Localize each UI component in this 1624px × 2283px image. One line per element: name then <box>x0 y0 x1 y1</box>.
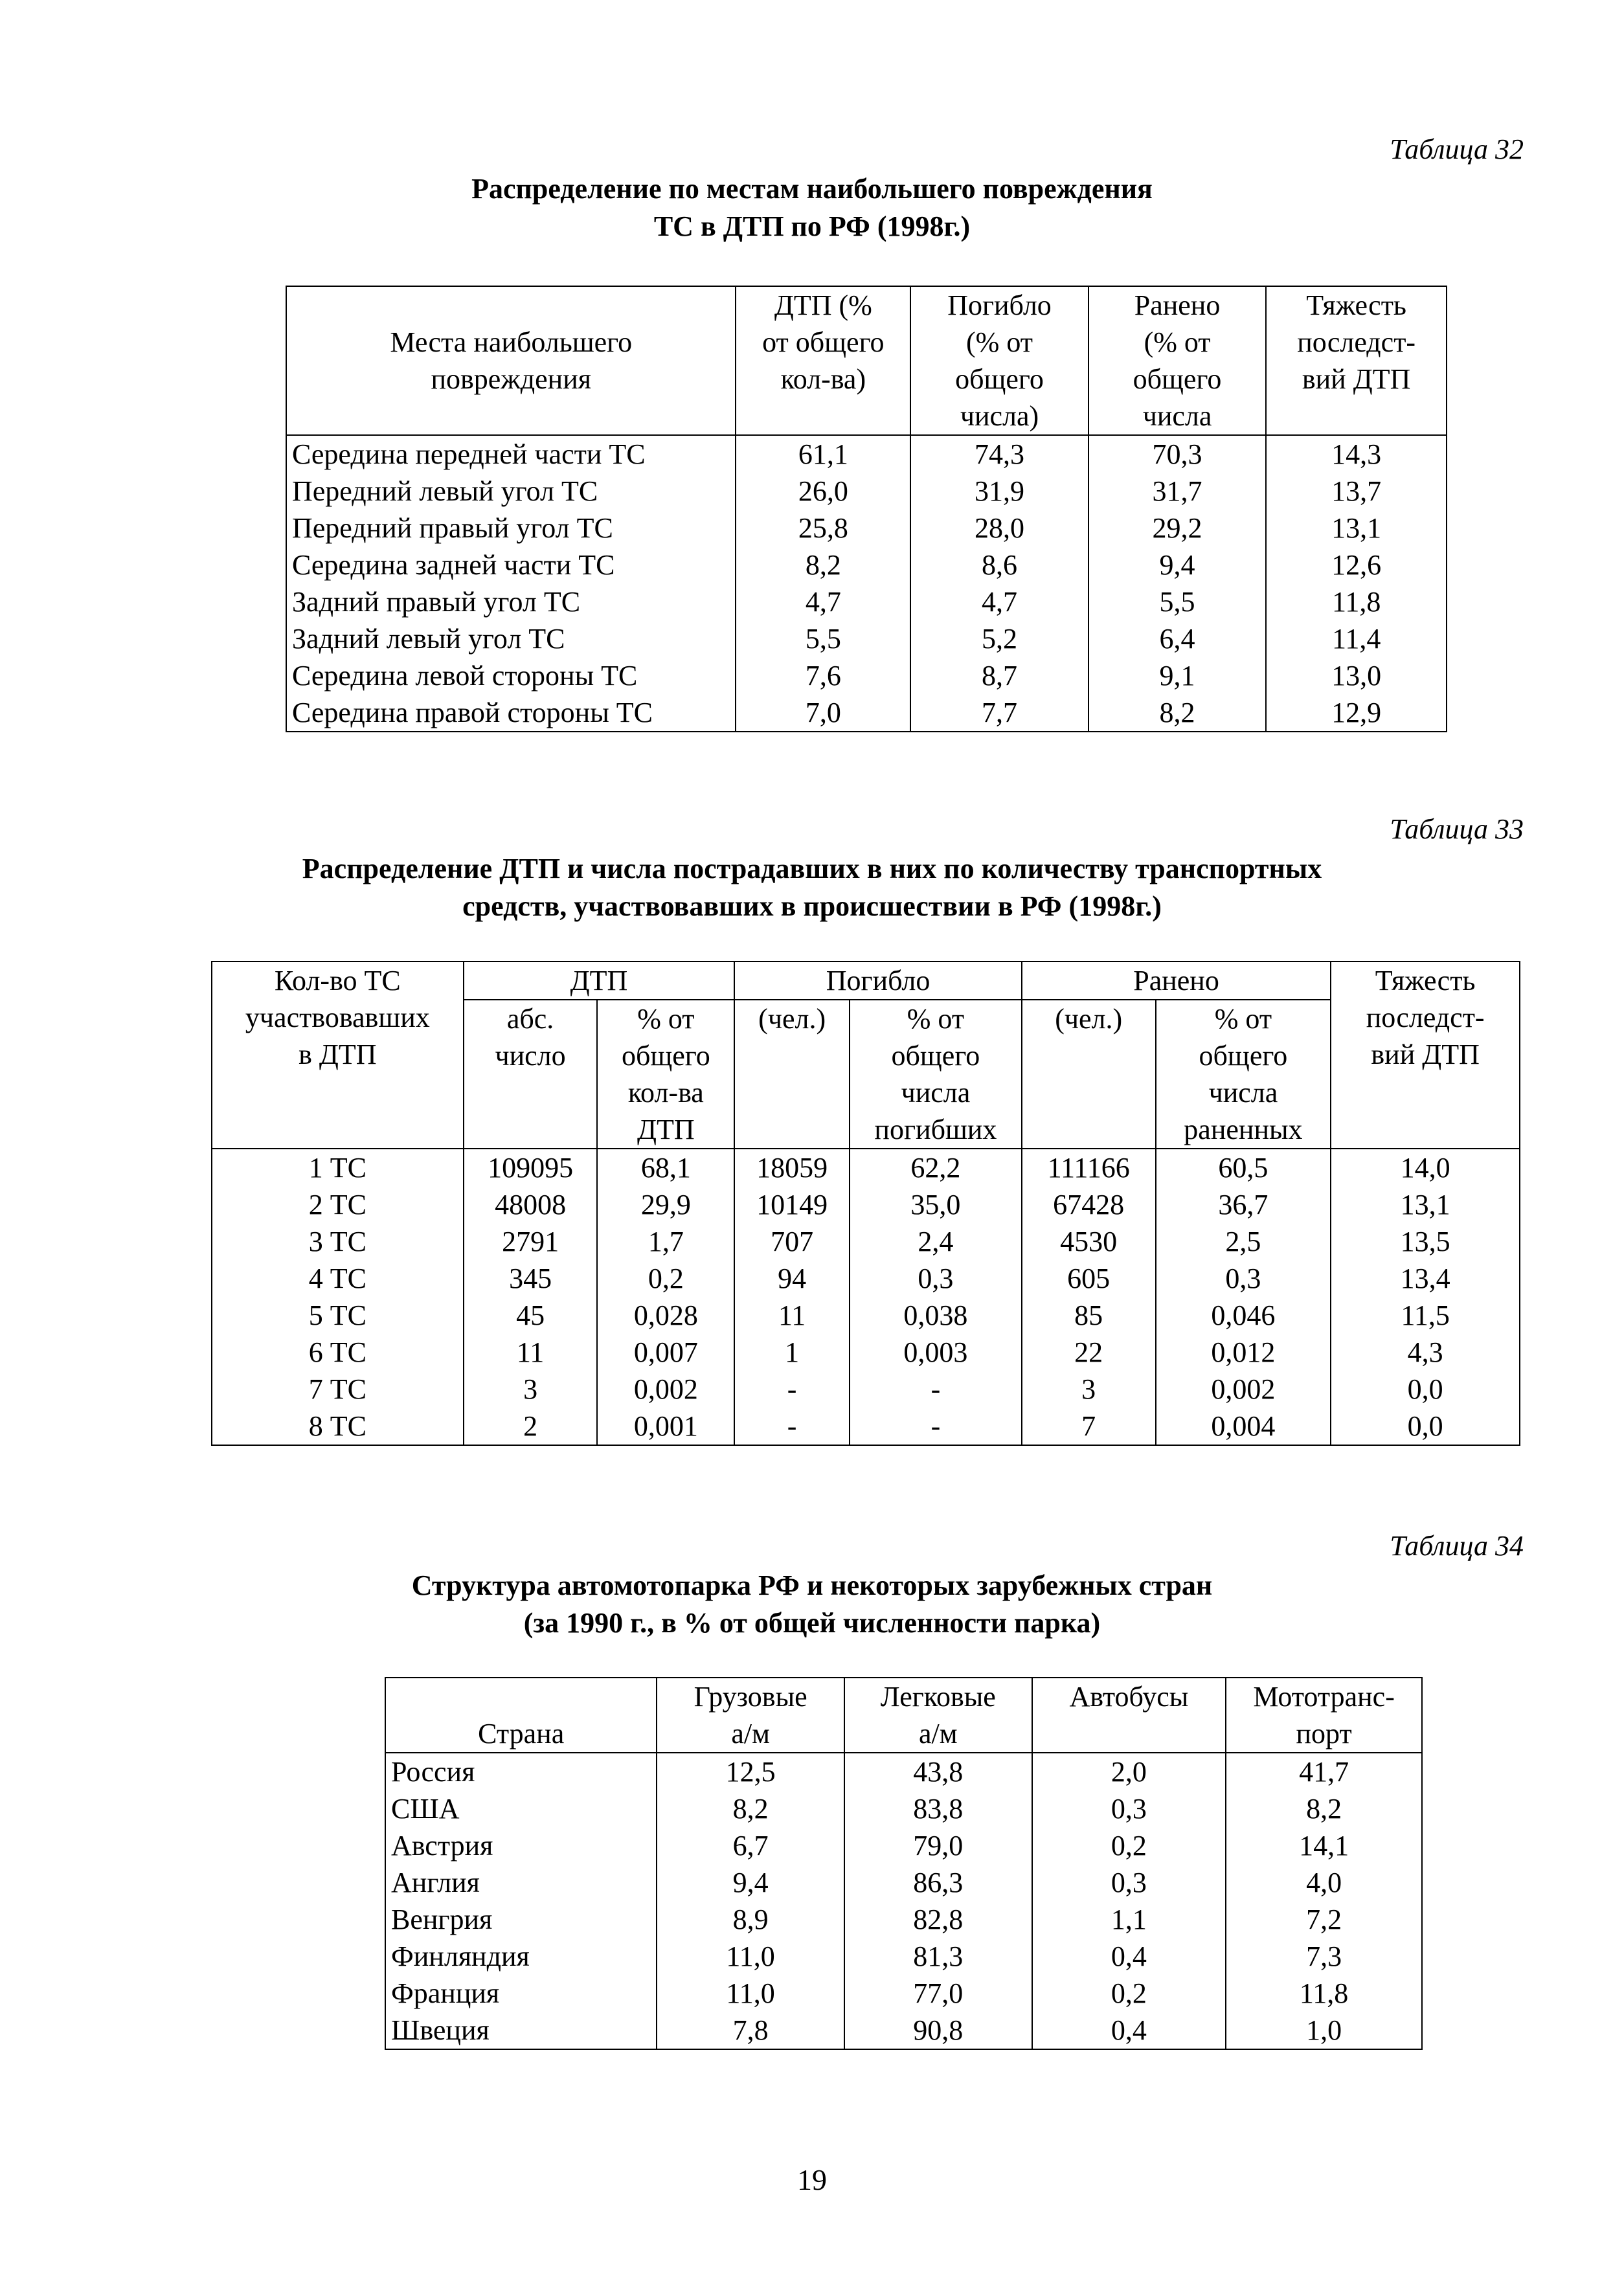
table33-cell: 13,4 <box>1331 1260 1520 1297</box>
table32-cell: 9,1 <box>1088 657 1266 694</box>
table34-cell: Венгрия <box>385 1901 657 1938</box>
table32-cell: 29,2 <box>1088 510 1266 546</box>
table32-row <box>286 435 1447 473</box>
table34-cell: 0,4 <box>1032 1938 1226 1975</box>
table33-subheader-killed-pct: % от общего числа погибших <box>850 1000 1022 1149</box>
table33-cell: 68,1 <box>597 1149 734 1186</box>
table34-cell: Россия <box>385 1753 657 1790</box>
table34-cell: Финляндия <box>385 1938 657 1975</box>
table33-cell: - <box>734 1371 850 1408</box>
table33-cell: - <box>734 1408 850 1445</box>
table32-cell: Задний правый угол ТС <box>286 583 736 620</box>
table34-cell: 1,1 <box>1032 1901 1226 1938</box>
table34-cell: 8,2 <box>657 1790 844 1827</box>
table34-row <box>385 1901 1422 1938</box>
table32-row <box>286 694 1447 732</box>
table34-header-cars: Легковые а/м <box>844 1678 1032 1753</box>
table33-cell: 605 <box>1022 1260 1156 1297</box>
table33-cell: 11,5 <box>1331 1297 1520 1334</box>
table34-cell: 90,8 <box>844 2012 1032 2049</box>
table32-row <box>286 546 1447 583</box>
table34-row <box>385 2012 1422 2049</box>
table33-cell: 60,5 <box>1156 1149 1331 1186</box>
table33-title-line: Распределение ДТП и числа пострадавших в них по количеству транспортных <box>302 853 1322 884</box>
table32-cell: Середина левой стороны ТС <box>286 657 736 694</box>
table33-row <box>212 1186 1520 1223</box>
table32-row <box>286 620 1447 657</box>
table33-cell: 14,0 <box>1331 1149 1520 1186</box>
table34-title-line: (за 1990 г., в % от общей численности парка) <box>523 1607 1101 1639</box>
table33-cell: 345 <box>464 1260 598 1297</box>
table32-cell: 7,7 <box>910 694 1088 732</box>
table34-cell: Австрия <box>385 1827 657 1864</box>
table33-cell: 3 <box>464 1371 598 1408</box>
table33-cell: 0,007 <box>597 1334 734 1371</box>
table32 <box>286 286 1447 732</box>
table33-cell: 45 <box>464 1297 598 1334</box>
table32-cell: 4,7 <box>910 583 1088 620</box>
table33-cell: 4,3 <box>1331 1334 1520 1371</box>
table32-cell: 5,5 <box>736 620 910 657</box>
table34-cell: Англия <box>385 1864 657 1901</box>
table33-header-killed: Погибло <box>734 962 1022 1000</box>
table32-cell: 13,0 <box>1266 657 1447 694</box>
table33-cell: 13,5 <box>1331 1223 1520 1260</box>
table32-cell: 12,9 <box>1266 694 1447 732</box>
table33-header-severity: Тяжесть последст- вий ДТП <box>1331 962 1520 1149</box>
table32-cell: 31,7 <box>1088 473 1266 510</box>
table33-cell: 62,2 <box>850 1149 1022 1186</box>
table32-cell: 12,6 <box>1266 546 1447 583</box>
table34-header-buses: Автобусы <box>1032 1678 1226 1753</box>
table33-cell: 2,4 <box>850 1223 1022 1260</box>
table34-cell: 11,0 <box>657 1975 844 2012</box>
table32-cell: 6,4 <box>1088 620 1266 657</box>
table33-cell: 0,038 <box>850 1297 1022 1334</box>
table33-cell: 10149 <box>734 1186 850 1223</box>
table33-cell: 0,001 <box>597 1408 734 1445</box>
table33-cell: 2 <box>464 1408 598 1445</box>
table33-cell: 3 ТС <box>212 1223 464 1260</box>
table33-row <box>212 1334 1520 1371</box>
table33-cell: 2791 <box>464 1223 598 1260</box>
table34-cell: 8,2 <box>1226 1790 1422 1827</box>
table33-subheader-killed-abs: (чел.) <box>734 1000 850 1149</box>
table33-cell: 48008 <box>464 1186 598 1223</box>
table32-header-dtp: ДТП (% от общего кол-ва) <box>736 286 910 435</box>
table34-title-line: Структура автомотопарка РФ и некоторых зарубежных стран <box>411 1569 1213 1601</box>
table33-cell: 29,9 <box>597 1186 734 1223</box>
table32-row <box>286 657 1447 694</box>
table34-row <box>385 1975 1422 2012</box>
table33-cell: 0,3 <box>1156 1260 1331 1297</box>
table34-cell: 11,8 <box>1226 1975 1422 2012</box>
table32-cell: 74,3 <box>910 435 1088 473</box>
table32-cell: Задний левый угол ТС <box>286 620 736 657</box>
table32-cell: Середина правой стороны ТС <box>286 694 736 732</box>
table32-cell: Середина задней части ТС <box>286 546 736 583</box>
table34-cell: 7,3 <box>1226 1938 1422 1975</box>
table33-cell: 0,0 <box>1331 1408 1520 1445</box>
table34-cell: 0,4 <box>1032 2012 1226 2049</box>
table34-cell: 2,0 <box>1032 1753 1226 1790</box>
table33-cell: 707 <box>734 1223 850 1260</box>
table32-cell: 9,4 <box>1088 546 1266 583</box>
table32-cell: 61,1 <box>736 435 910 473</box>
table33-header-dtp: ДТП <box>464 962 735 1000</box>
table33-row <box>212 1297 1520 1334</box>
table34-cell: США <box>385 1790 657 1827</box>
table34-cell: 4,0 <box>1226 1864 1422 1901</box>
table33-cell: 0,0 <box>1331 1371 1520 1408</box>
table33-cell: 4530 <box>1022 1223 1156 1260</box>
table32-cell: 28,0 <box>910 510 1088 546</box>
table33 <box>211 961 1520 1446</box>
table33-header-count: Кол-во ТС участвовавших в ДТП <box>212 962 464 1149</box>
table33-title-line: средств, участвовавших в происшествии в РФ (1998г.) <box>462 890 1162 922</box>
table33-cell: 2 ТС <box>212 1186 464 1223</box>
table33-cell: 2,5 <box>1156 1223 1331 1260</box>
table33-subheader-injured-pct: % от общего числа раненных <box>1156 1000 1331 1149</box>
table34-cell: 0,2 <box>1032 1827 1226 1864</box>
table33-cell: 0,002 <box>597 1371 734 1408</box>
table32-row <box>286 473 1447 510</box>
table34-row <box>385 1790 1422 1827</box>
table33-cell: 0,028 <box>597 1297 734 1334</box>
table33-cell: 7 ТС <box>212 1371 464 1408</box>
table32-cell: 8,2 <box>1088 694 1266 732</box>
table32-cell: 7,6 <box>736 657 910 694</box>
table33-cell: 0,012 <box>1156 1334 1331 1371</box>
table33-title <box>0 850 1624 925</box>
table32-title-line: Распределение по местам наибольшего повреждения <box>471 173 1153 205</box>
table33-row <box>212 1223 1520 1260</box>
table32-cell: Середина передней части ТС <box>286 435 736 473</box>
table32-cell: 11,4 <box>1266 620 1447 657</box>
table32-cell: 5,5 <box>1088 583 1266 620</box>
table33-row <box>212 1408 1520 1445</box>
page-number: 19 <box>797 2163 827 2196</box>
table32-header-killed: Погибло (% от общего числа) <box>910 286 1088 435</box>
table32-title-line: ТС в ДТП по РФ (1998г.) <box>653 210 971 242</box>
table32-cell: 25,8 <box>736 510 910 546</box>
table32-title <box>0 170 1624 245</box>
table33-subheader-injured-abs: (чел.) <box>1022 1000 1156 1149</box>
table33-cell: - <box>850 1408 1022 1445</box>
table34-row <box>385 1864 1422 1901</box>
table32-header-place: Места наибольшего повреждения <box>286 286 736 435</box>
table34-cell: 86,3 <box>844 1864 1032 1901</box>
table32-cell: Передний правый угол ТС <box>286 510 736 546</box>
table34-cell: 0,2 <box>1032 1975 1226 2012</box>
table34-row <box>385 1827 1422 1864</box>
table34-title <box>0 1567 1624 1642</box>
table33-group-header-row <box>212 962 1520 1000</box>
table34-cell: 0,3 <box>1032 1790 1226 1827</box>
table34-cell: 12,5 <box>657 1753 844 1790</box>
table32-cell: 8,2 <box>736 546 910 583</box>
table33-row <box>212 1149 1520 1186</box>
table32-row <box>286 510 1447 546</box>
table33-cell: 0,004 <box>1156 1408 1331 1445</box>
table32-cell: 4,7 <box>736 583 910 620</box>
table34-header-moto: Мототранс- порт <box>1226 1678 1422 1753</box>
table33-cell: 1 ТС <box>212 1149 464 1186</box>
table32-cell: 8,7 <box>910 657 1088 694</box>
table34-cell: Швеция <box>385 2012 657 2049</box>
table34-cell: 83,8 <box>844 1790 1032 1827</box>
table34-cell: 79,0 <box>844 1827 1032 1864</box>
table33-cell: 0,003 <box>850 1334 1022 1371</box>
table33-cell: 111166 <box>1022 1149 1156 1186</box>
table33-label: Таблица 33 <box>1390 813 1524 845</box>
table33-cell: 1,7 <box>597 1223 734 1260</box>
table34-cell: 11,0 <box>657 1938 844 1975</box>
table34-header-trucks: Грузовые а/м <box>657 1678 844 1753</box>
table33-subheader-dtp-pct: % от общего кол-ва ДТП <box>597 1000 734 1149</box>
table32-header-injured: Ранено (% от общего числа <box>1088 286 1266 435</box>
table34-cell: 1,0 <box>1226 2012 1422 2049</box>
table34-row <box>385 1938 1422 1975</box>
table33-cell: 94 <box>734 1260 850 1297</box>
table32-header-row <box>286 286 1447 435</box>
table33-cell: 0,002 <box>1156 1371 1331 1408</box>
table33-cell: 11 <box>734 1297 850 1334</box>
table34 <box>385 1677 1423 2050</box>
table33-cell: 5 ТС <box>212 1297 464 1334</box>
table32-label: Таблица 32 <box>1390 133 1524 165</box>
table33-cell: 36,7 <box>1156 1186 1331 1223</box>
table32-cell: 7,0 <box>736 694 910 732</box>
table33-cell: 6 ТС <box>212 1334 464 1371</box>
table33-cell: 85 <box>1022 1297 1156 1334</box>
table33-row <box>212 1371 1520 1408</box>
table34-cell: 14,1 <box>1226 1827 1422 1864</box>
table33-cell: 109095 <box>464 1149 598 1186</box>
table33-header-injured: Ранено <box>1022 962 1331 1000</box>
table34-label: Таблица 34 <box>1390 1530 1524 1562</box>
table32-cell: 70,3 <box>1088 435 1266 473</box>
table32-cell: 5,2 <box>910 620 1088 657</box>
table33-cell: - <box>850 1371 1022 1408</box>
table33-cell: 7 <box>1022 1408 1156 1445</box>
table33-cell: 0,046 <box>1156 1297 1331 1334</box>
table34-cell: 8,9 <box>657 1901 844 1938</box>
table33-cell: 11 <box>464 1334 598 1371</box>
table32-cell: Передний левый угол ТС <box>286 473 736 510</box>
table33-cell: 1 <box>734 1334 850 1371</box>
table34-header-country: Страна <box>385 1678 657 1753</box>
table32-row <box>286 583 1447 620</box>
table33-cell: 18059 <box>734 1149 850 1186</box>
table34-cell: 81,3 <box>844 1938 1032 1975</box>
table32-cell: 8,6 <box>910 546 1088 583</box>
table32-cell: 13,7 <box>1266 473 1447 510</box>
table32-header-severity: Тяжесть последст- вий ДТП <box>1266 286 1447 435</box>
table32-cell: 11,8 <box>1266 583 1447 620</box>
table33-cell: 35,0 <box>850 1186 1022 1223</box>
table33-row <box>212 1260 1520 1297</box>
table32-cell: 14,3 <box>1266 435 1447 473</box>
table33-cell: 8 ТС <box>212 1408 464 1445</box>
table33-cell: 0,2 <box>597 1260 734 1297</box>
table34-row <box>385 1753 1422 1790</box>
table34-cell: 82,8 <box>844 1901 1032 1938</box>
table33-cell: 3 <box>1022 1371 1156 1408</box>
table32-cell: 13,1 <box>1266 510 1447 546</box>
table33-subheader-dtp-abs: абс. число <box>464 1000 598 1149</box>
table33-cell: 0,3 <box>850 1260 1022 1297</box>
table34-cell: 77,0 <box>844 1975 1032 2012</box>
table34-cell: 7,2 <box>1226 1901 1422 1938</box>
table34-cell: 41,7 <box>1226 1753 1422 1790</box>
table34-cell: 43,8 <box>844 1753 1032 1790</box>
table34-cell: 7,8 <box>657 2012 844 2049</box>
table32-cell: 26,0 <box>736 473 910 510</box>
table34-cell: 0,3 <box>1032 1864 1226 1901</box>
table34-cell: 6,7 <box>657 1827 844 1864</box>
table34-header-row <box>385 1678 1422 1753</box>
table34-cell: Франция <box>385 1975 657 2012</box>
table34-cell: 9,4 <box>657 1864 844 1901</box>
table33-cell: 4 ТС <box>212 1260 464 1297</box>
table32-cell: 31,9 <box>910 473 1088 510</box>
table33-cell: 22 <box>1022 1334 1156 1371</box>
table33-cell: 67428 <box>1022 1186 1156 1223</box>
table33-cell: 13,1 <box>1331 1186 1520 1223</box>
